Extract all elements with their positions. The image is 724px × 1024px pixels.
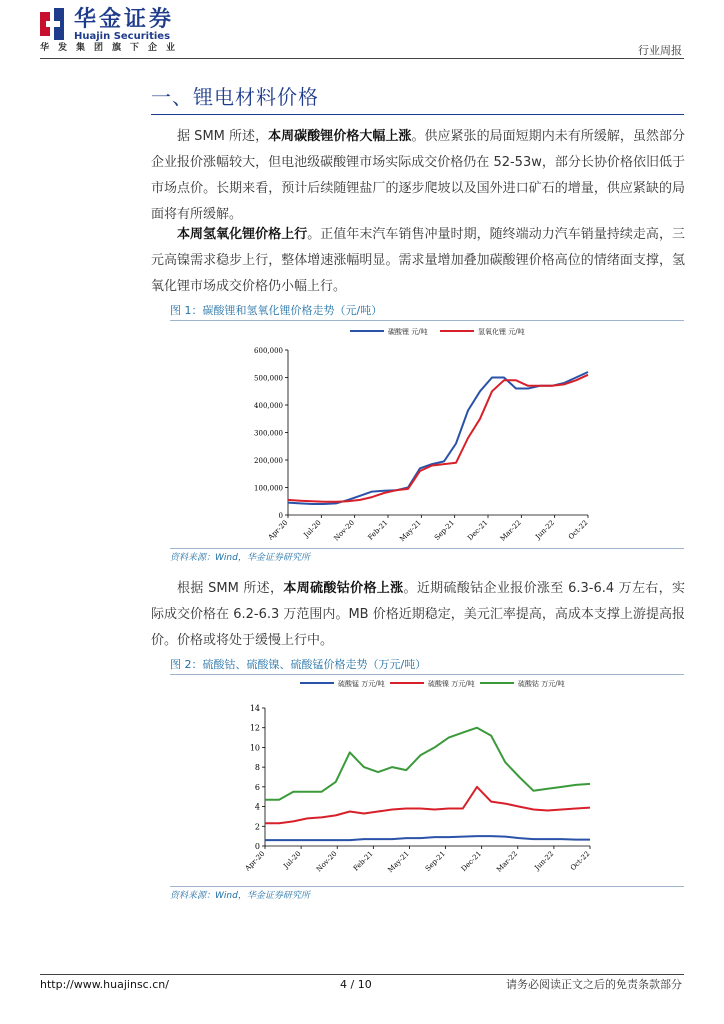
figure1-source: 资料来源：Wind，华金证券研究所: [170, 553, 310, 563]
legend-label: 碳酸锂 元/吨: [388, 328, 428, 336]
figure1-title: 图 1：碳酸锂和氢氧化锂价格走势（元/吨）: [170, 304, 383, 317]
x-tick-label: Jun-22: [533, 849, 556, 872]
x-tick-label: Oct-22: [566, 518, 590, 542]
y-tick-label: 100,000: [254, 484, 283, 493]
footer-divider: [40, 974, 684, 975]
x-tick-label: May-21: [386, 849, 411, 875]
logo-tagline: 华发集团旗下企业: [40, 43, 185, 53]
x-tick-label: Nov-20: [314, 849, 339, 874]
x-tick-label: Oct-22: [568, 849, 592, 873]
section-title-underline: [151, 114, 684, 115]
footer-disclaimer: 请务必阅读正文之后的免责条款部分: [506, 978, 682, 991]
series-line: [288, 372, 588, 504]
figure1-top-rule: [170, 320, 684, 321]
p3-lead: 根据 SMM 所述，: [177, 581, 284, 596]
x-tick-label: Apr-20: [243, 849, 267, 873]
figure2-title: 图 2：硫酸钴、硫酸镍、硫酸锰价格走势（万元/吨）: [170, 658, 427, 671]
figure2-top-rule: [170, 674, 684, 675]
y-tick-label: 4: [254, 802, 260, 812]
legend-label: 硫酸钴 万元/吨: [518, 680, 565, 688]
figure2-chart: [205, 676, 605, 886]
figure2-source: 资料来源：Wind，华金证券研究所: [170, 891, 310, 901]
paragraph-lithium-hydroxide: [151, 222, 685, 300]
p1-highlight: 本周碳酸锂价格大幅上涨: [268, 129, 412, 144]
y-tick-label: 0: [278, 512, 283, 520]
x-tick-label: May-21: [398, 518, 423, 544]
section-title: 一、锂电材料价格: [151, 85, 319, 109]
x-tick-label: Feb-21: [351, 849, 375, 873]
x-tick-label: Sep-21: [432, 518, 457, 542]
huajin-logo-icon: [40, 8, 68, 40]
x-tick-label: Jul-20: [302, 518, 323, 540]
footer-url-link[interactable]: http://www.huajinsc.cn/: [40, 978, 169, 991]
figure1-chart: [210, 322, 610, 548]
legend-label: 硫酸镍 万元/吨: [428, 680, 475, 688]
header-divider: [40, 58, 684, 59]
logo-chinese-name: 华金证券: [74, 7, 175, 32]
x-tick-label: Apr-20: [266, 518, 290, 542]
y-tick-label: 10: [249, 743, 260, 753]
x-tick-label: Dec-21: [466, 518, 490, 543]
p1-body: 。供应紧张的局面短期内未有所缓解，虽然部分企业报价涨幅较大，但电池级碳酸锂市场实际成交价格仍在 52-53w，部分长协价格依旧低于市场点价。长期来看，预计后续随锂盐厂的逐步爬坡以及国外进口矿石的增量，供应紧缺的局面将有所缓解。: [151, 129, 685, 222]
y-tick-label: 500,000: [254, 374, 283, 383]
y-tick-label: 2: [254, 822, 260, 832]
p1-lead: 据 SMM 所述，: [177, 129, 269, 144]
p2-body: 。正值年末汽车销售冲量时期，随终端动力汽车销量持续走高，三元高镍需求稳步上行，整体增速涨幅明显。需求量增加叠加碳酸锂价格高位的情绪面支撑，氢氧化锂市场成交价格仍小幅上行。: [151, 227, 685, 294]
y-tick-label: 200,000: [254, 457, 283, 465]
x-tick-label: Jun-22: [534, 518, 557, 541]
page-number: 4 / 10: [340, 978, 372, 991]
x-tick-label: Mar-22: [498, 518, 523, 543]
document-type: 行业周报: [638, 44, 682, 57]
y-tick-label: 6: [254, 782, 260, 792]
y-tick-label: 400,000: [254, 402, 283, 410]
x-tick-label: Feb-21: [366, 518, 390, 542]
figure1-bottom-rule: [170, 548, 684, 549]
legend-label: 硫酸锰 万元/吨: [338, 680, 385, 688]
p3-body: 。近期硫酸钴企业报价涨至 6.3-6.4 万左右，实际成交价格在 6.2-6.3 万范围内。MB 价格近期稳定，美元汇率提高，高成本支撑上游提高报价。价格或将处于缓慢上行中。: [151, 581, 685, 648]
figure2-bottom-rule: [170, 886, 684, 887]
y-tick-label: 14: [249, 704, 260, 713]
p2-highlight: 本周氢氧化锂价格上行: [177, 227, 308, 242]
y-tick-label: 12: [249, 723, 260, 733]
paragraph-lithium-carbonate: [151, 124, 685, 228]
series-line: [288, 375, 588, 502]
x-tick-label: Jul-20: [282, 849, 303, 871]
y-tick-label: 600,000: [254, 347, 283, 355]
p3-highlight: 本周硫酸钴价格上涨: [283, 581, 404, 596]
y-tick-label: 0: [254, 842, 260, 851]
x-tick-label: Sep-21: [423, 849, 447, 873]
y-tick-label: 8: [254, 763, 260, 773]
legend-label: 氢氧化锂 元/吨: [478, 328, 525, 336]
paragraph-cobalt-sulfate: [151, 576, 685, 654]
series-line: [265, 836, 590, 840]
y-tick-label: 300,000: [254, 429, 283, 438]
x-tick-label: Dec-21: [459, 849, 484, 874]
series-line: [265, 728, 590, 800]
x-tick-label: Nov-20: [332, 518, 357, 543]
logo-english-name: Huajin Securities: [74, 31, 171, 42]
x-tick-label: Mar-22: [495, 849, 520, 874]
